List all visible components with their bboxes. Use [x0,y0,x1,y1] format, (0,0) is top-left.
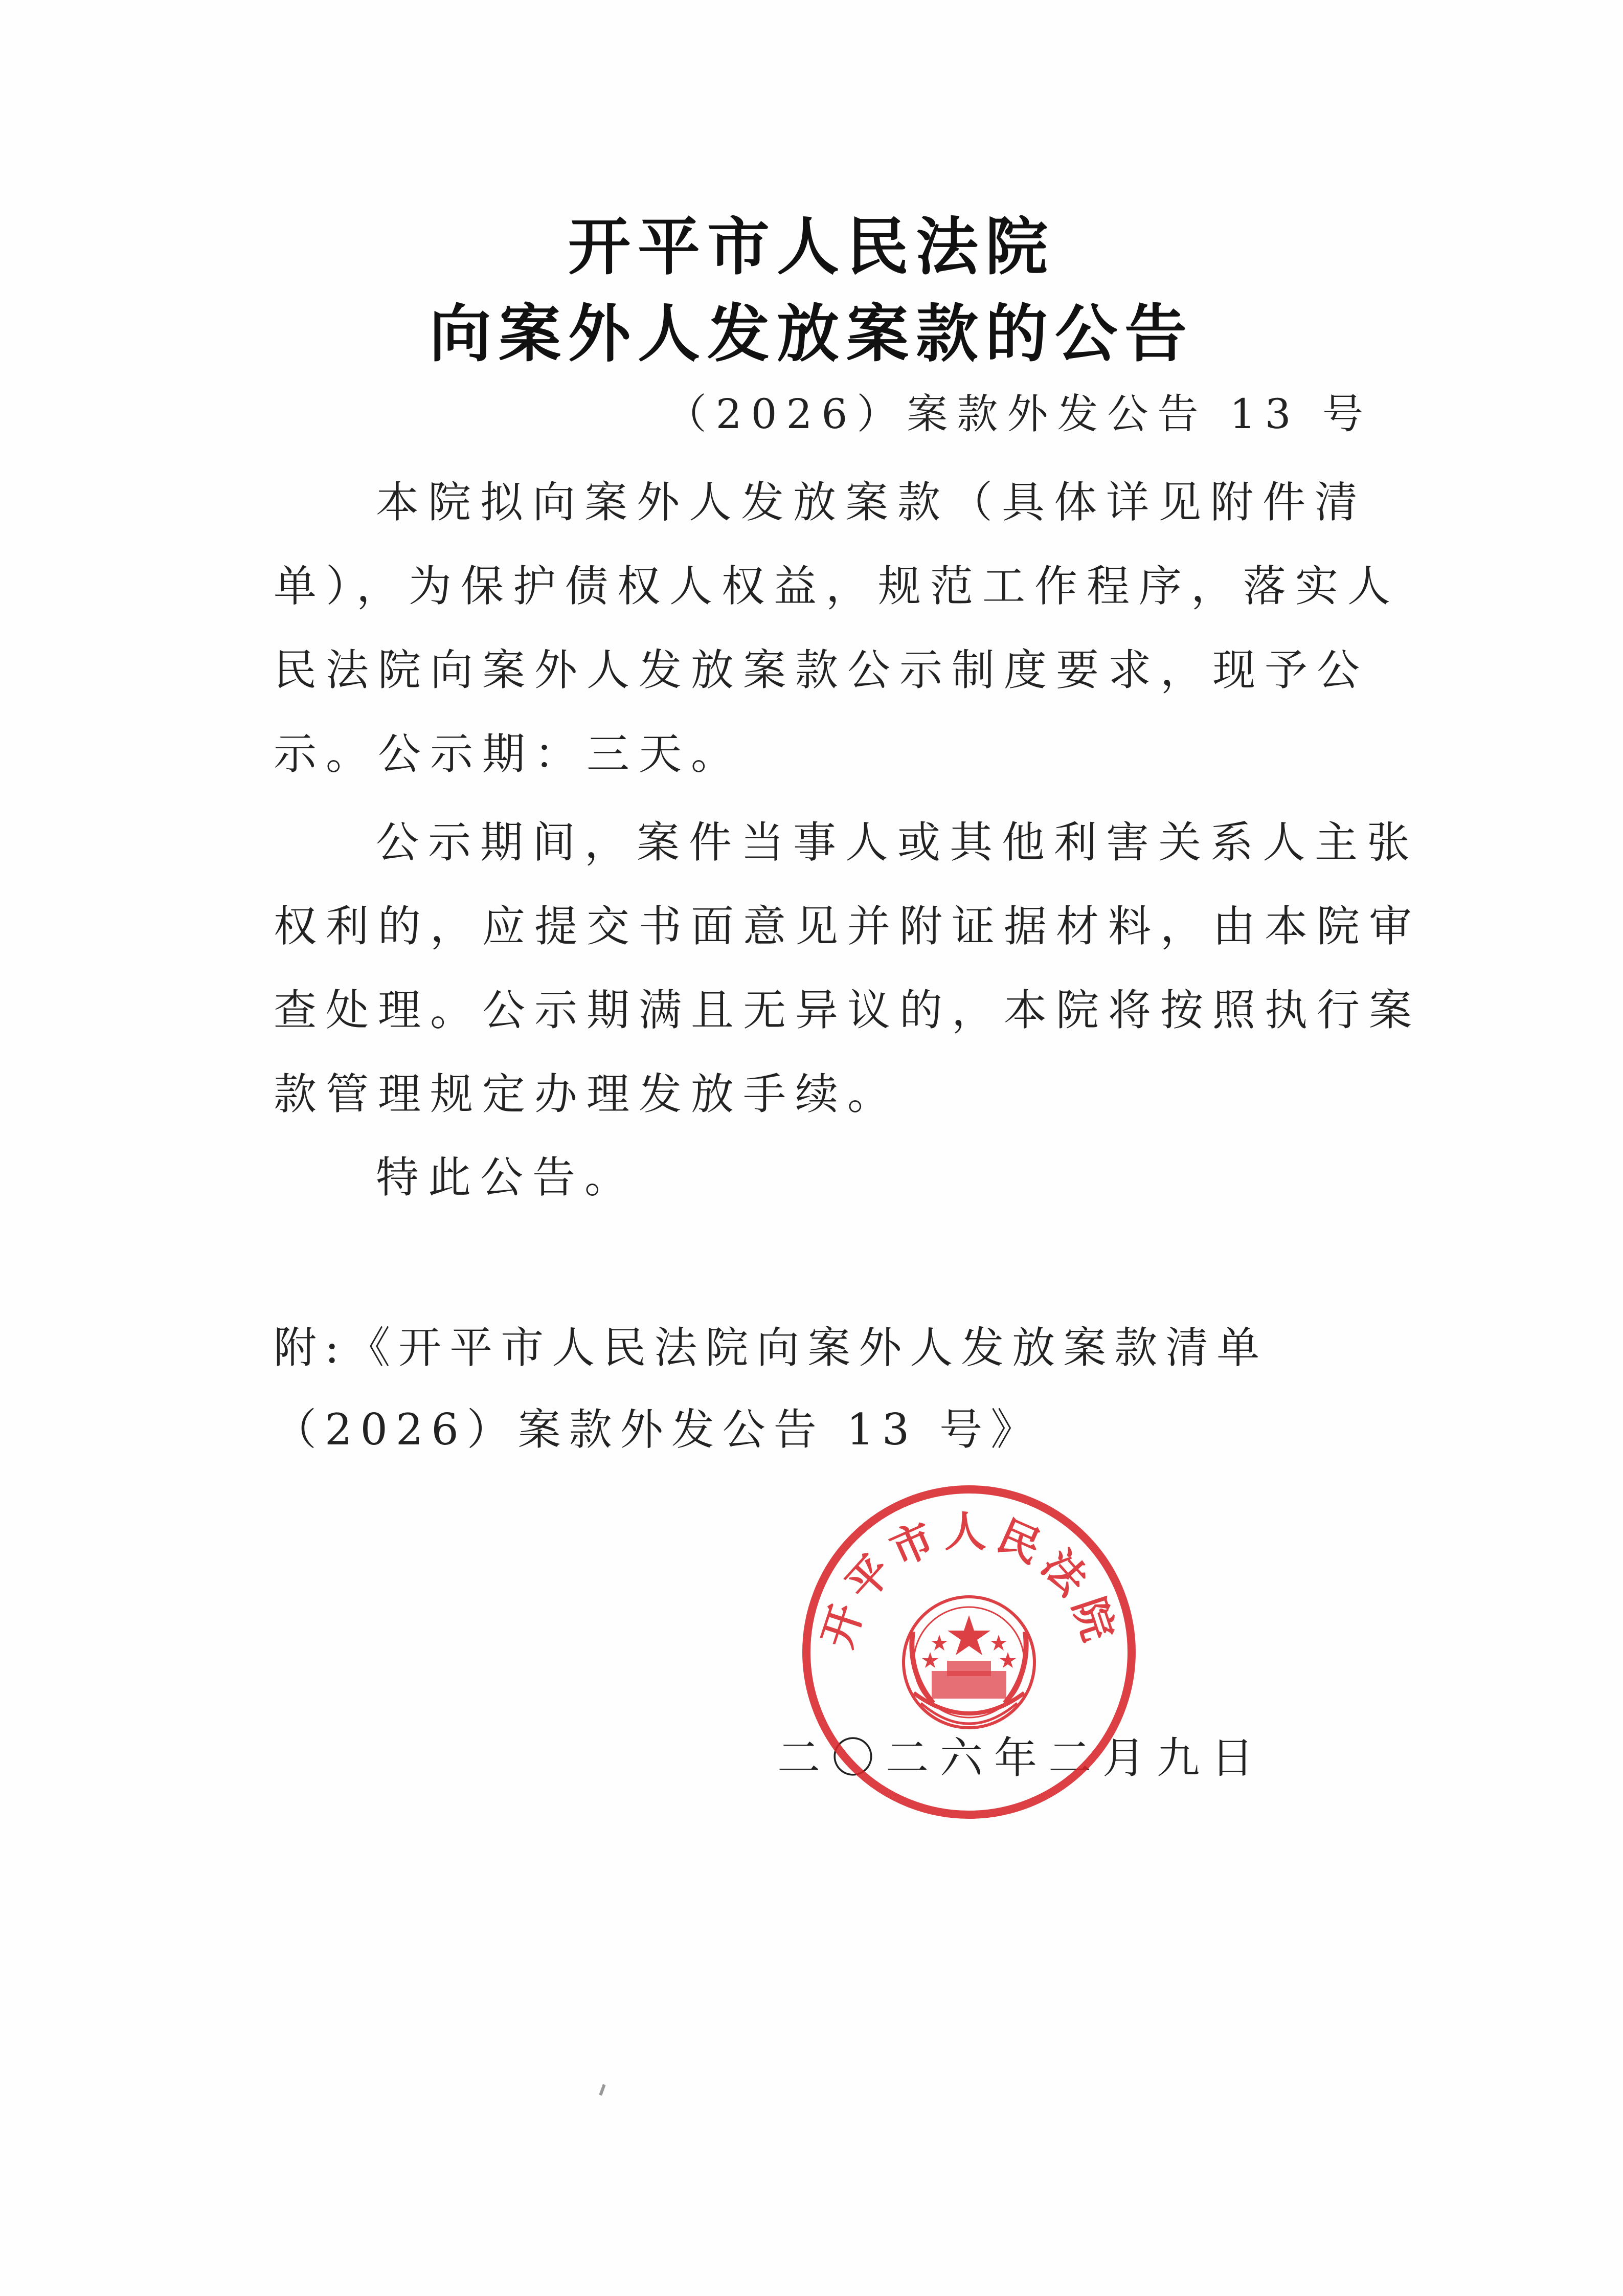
document-number: （2026）案款外发公告 13 号 [665,390,1372,438]
body-paragraph-2: 公示期间，案件当事人或其他利害关系人主张权利的，应提交书面意见并附证据材料，由本院审查处理。公示期满且无异议的，本院将按照执行案款管理规定办理发放手续。 [274,817,1422,1119]
issue-date: 二〇二六年二月九日 [777,1733,1266,1783]
closing-statement: 特此公告。 [376,1152,637,1202]
emblem-stars-icon [922,1615,1016,1668]
body-paragraph-1: 本院拟向案外人发放案款（具体详见附件清单），为保护债权人权益，规范工作程序，落实人民法院向案外人发放案款公示制度要求，现予公示。公示期：三天。 [274,477,1400,779]
scan-artifact [599,2084,605,2096]
attachment-note: 附:《开平市人民法院向案外人发放案款清单（2026）案款外发公告 13 号》 [274,1323,1268,1455]
court-seal-stamp [795,1478,1143,1826]
seal-ring-text: 开平市人民法院 [813,1507,1125,1654]
court-name-title: 开平市人民法院 [568,211,1055,283]
notice-title: 向案外人发放案款的公告 [429,298,1194,370]
